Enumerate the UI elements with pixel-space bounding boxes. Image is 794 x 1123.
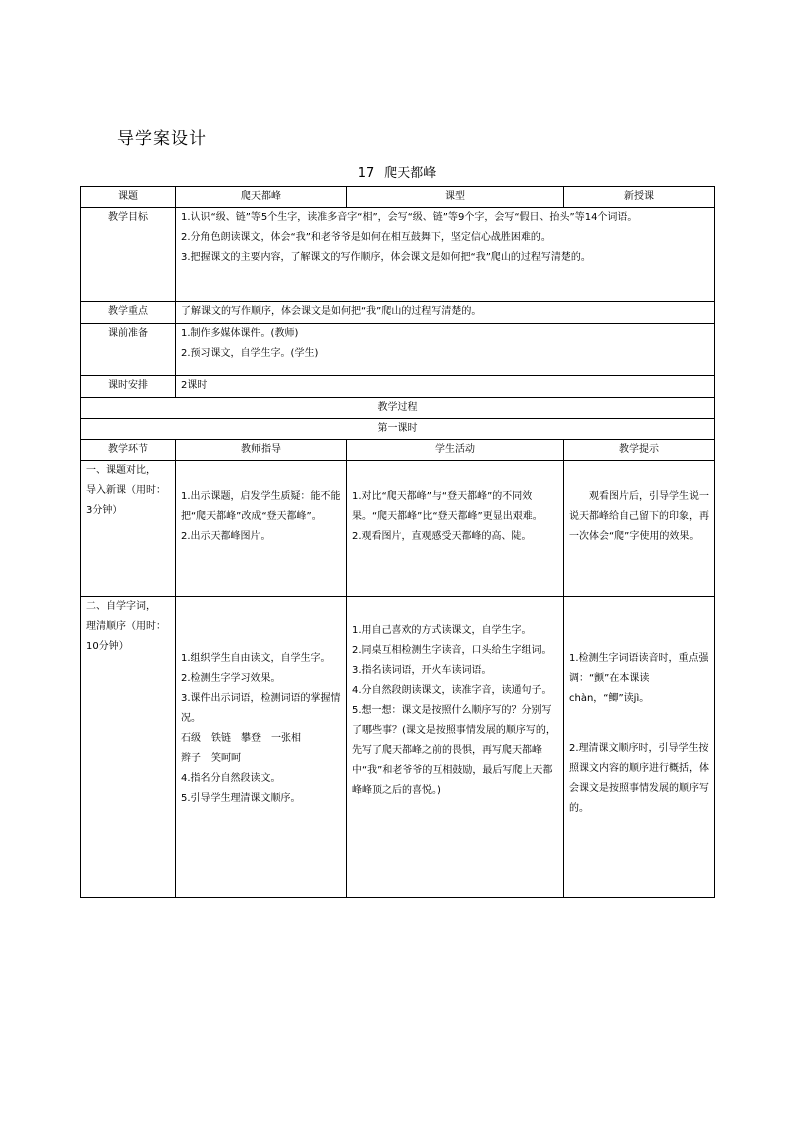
prep-item: 1.制作多媒体课件。(教师)	[181, 328, 299, 339]
teacher-item: 1.出示课题，启发学生质疑：能不能把“爬天都峰”改成“登天都峰”。	[181, 491, 341, 522]
teacher-item: 3.课件出示词语，检测词语的掌握情况。	[181, 693, 341, 724]
type-label: 课型	[347, 187, 564, 208]
step-tips	[564, 461, 715, 597]
stage-line: 二、自学字词，	[86, 601, 156, 612]
goals-label: 教学目标	[81, 208, 176, 302]
stage-line: 一、课题对比，	[86, 465, 156, 476]
teacher-item: 2.出示天都峰图片。	[181, 531, 271, 542]
step-tips	[564, 597, 715, 898]
tip-item: 2.理清课文顺序时，引导学生按照课文内容的顺序进行概括，体会课文是按照事情发展的顺序写的。	[569, 743, 709, 814]
column-header-student: 学生活动	[347, 440, 564, 461]
student-item: 3.指名读词语，开火车读词语。	[352, 665, 492, 676]
goal-item: 3.把握课文的主要内容，了解课文的写作顺序，体会课文是如何把“我”爬山的过程写清楚的。	[181, 252, 591, 263]
type-value: 新授课	[564, 187, 715, 208]
topic-value: 爬天都峰	[176, 187, 347, 208]
lesson-title	[0, 162, 794, 181]
focus-label: 教学重点	[81, 302, 176, 324]
topic-label: 课题	[81, 187, 176, 208]
process-heading: 教学过程	[81, 398, 715, 419]
step-student	[347, 597, 564, 898]
student-item: 5.想一想：课文是按照什么顺序写的？分别写了哪些事？(课文是按照事情发展的顺序写的，先写了爬天都峰之前的畏惧，再写爬天都峰中“我”和老爷爷的互相鼓励，最后写爬上天都峰峰顶之后的喜悦。)	[352, 705, 556, 796]
step-teacher	[176, 461, 347, 597]
lesson-name: 爬天都峰	[384, 166, 437, 181]
lesson-plan-table	[80, 186, 715, 898]
step-stage	[81, 461, 176, 597]
goals-cell	[176, 208, 715, 302]
goal-item: 1.认识“级、链”等5个生字，读准多音字“相”，会写“级、链”等9个字，会写“假日、抬头”等14个词语。	[181, 212, 638, 223]
step-student	[347, 461, 564, 597]
table-row	[81, 597, 715, 898]
teacher-item: 1.组织学生自由读文，自学生字。	[181, 653, 331, 664]
teacher-item: 5.引导学生理清课文顺序。	[181, 793, 301, 804]
step-teacher	[176, 597, 347, 898]
student-item: 4.分自然段朗读课文，读准字音，读通句子。	[352, 685, 552, 696]
prep-cell	[176, 324, 715, 376]
schedule-value: 2课时	[176, 376, 715, 398]
table-row	[81, 461, 715, 597]
column-header-tips: 教学提示	[564, 440, 715, 461]
goal-item: 2.分角色朗读课文，体会“我”和老爷爷是如何在相互鼓舞下，坚定信心战胜困难的。	[181, 232, 551, 243]
document-heading: 导学案设计	[117, 129, 207, 149]
teacher-item: 辫子 笑呵呵	[181, 753, 241, 764]
column-header-stage: 教学环节	[81, 440, 176, 461]
stage-line: 理清顺序（用时：	[86, 621, 166, 632]
stage-line: 10分钟）	[86, 641, 129, 652]
student-item: 1.用自己喜欢的方式读课文，自学生字。	[352, 625, 532, 636]
column-header-teacher: 教师指导	[176, 440, 347, 461]
tip-item: 1.检测生字词语读音时，重点强调：“颤”在本课读chàn，“鲫”读jì。	[569, 653, 709, 704]
teacher-item: 4.指名分自然段读文。	[181, 773, 281, 784]
stage-line: 3分钟）	[86, 505, 123, 516]
schedule-label: 课时安排	[81, 376, 176, 398]
student-item: 2.同桌互相检测生字读音，口头给生字组词。	[352, 645, 552, 656]
prep-item: 2.预习课文，自学生字。(学生)	[181, 348, 319, 359]
period-heading: 第一课时	[81, 419, 715, 440]
teacher-item: 2.检测生字学习效果。	[181, 673, 281, 684]
stage-line: 导入新课（用时：	[86, 485, 166, 496]
teacher-item: 石级 铁链 攀登 一张相	[181, 733, 301, 744]
prep-label: 课前准备	[81, 324, 176, 376]
step-stage	[81, 597, 176, 898]
tip-item: 观看图片后，引导学生说一说天都峰给自己留下的印象，再一次体会“爬”字使用的效果。	[569, 491, 709, 542]
student-item: 1.对比“爬天都峰”与“登天都峰”的不同效果。“爬天都峰”比“登天都峰”更显出艰难。	[352, 491, 543, 522]
focus-value: 了解课文的写作顺序，体会课文是如何把“我”爬山的过程写清楚的。	[176, 302, 715, 324]
student-item: 2.观看图片，直观感受天都峰的高、陡。	[352, 531, 532, 542]
lesson-number: 17	[357, 166, 375, 181]
